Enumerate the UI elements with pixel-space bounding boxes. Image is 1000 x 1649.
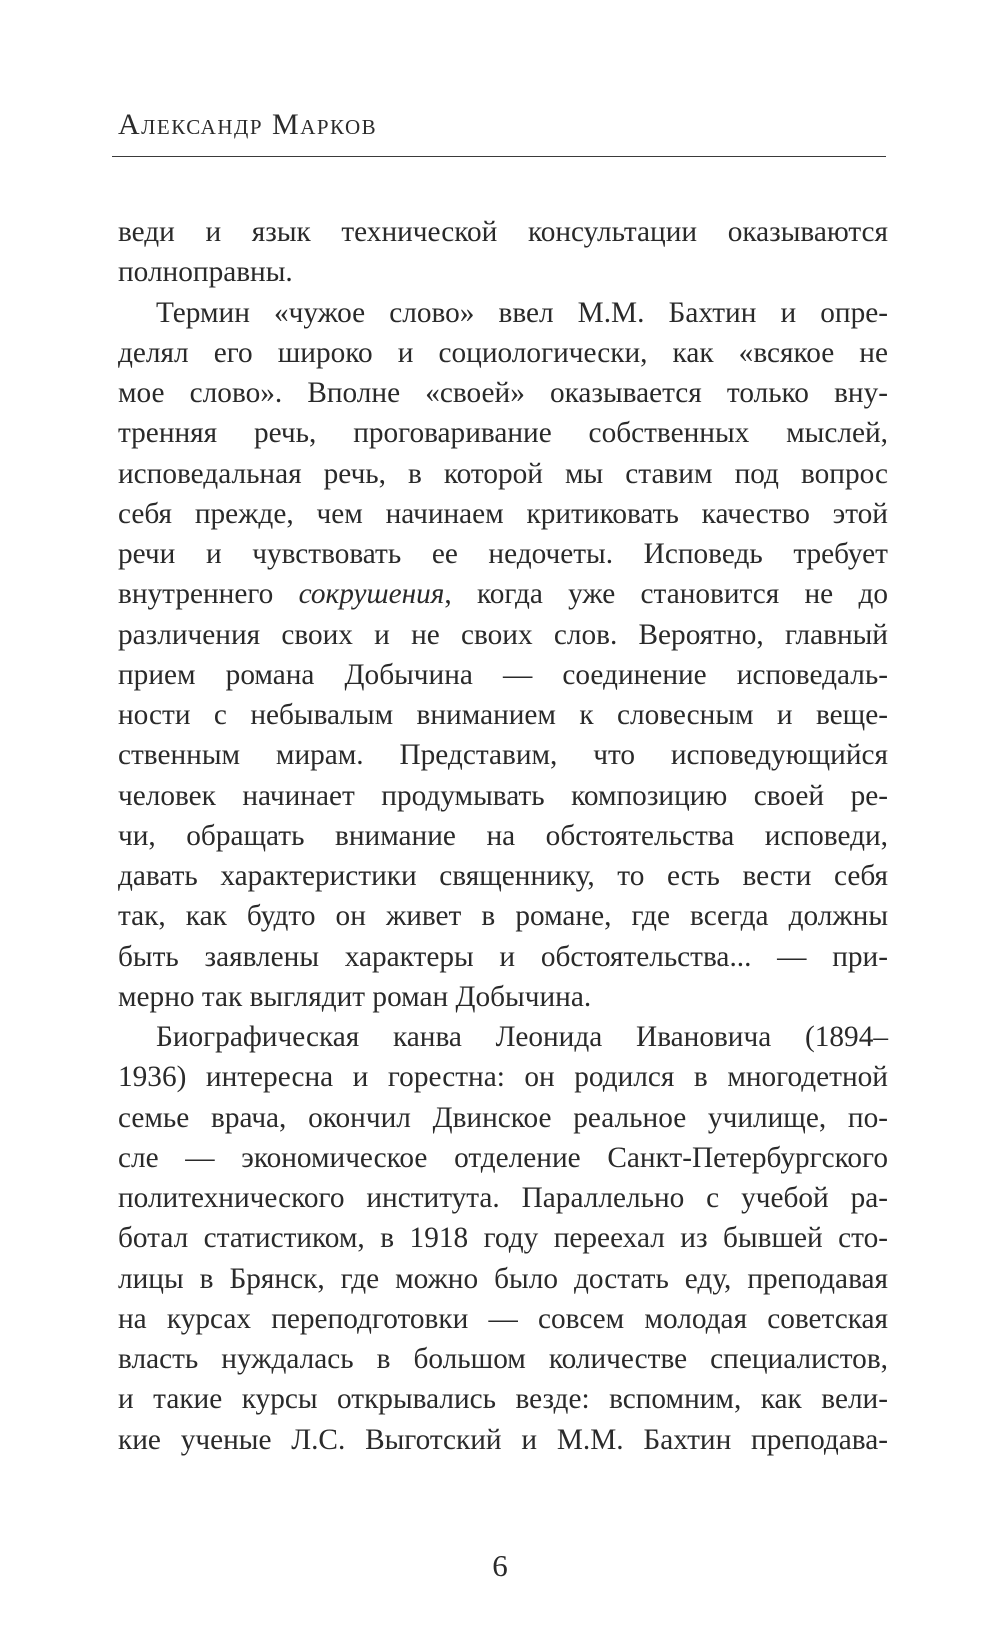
text-line: ботал статистиком, в 1918 году переехал из бывшей сто- [118,1222,888,1255]
text-line: быть заявлены характеры и обстоятельства... — при- [118,940,888,973]
emphasized-word: сокрушения [298,578,445,611]
text-line: власть нуждалась в большом количестве специалистов, [118,1343,888,1375]
running-head-author: Александр Марков [118,108,378,141]
text-line: кие ученые Л.С. Выготский и М.М. Бахтин преподава- [118,1423,888,1456]
text-line: веди и язык технической консультации оказываются [118,216,888,248]
text-line: Термин «чужое слово» ввел М.М. Бахтин и опре- [156,296,888,329]
text-line: чи, обращать внимание на обстоятельства исповеди, [118,819,888,852]
header-rule [112,156,886,157]
body-text [118,212,888,1460]
text-line: тренняя речь, проговаривание собственных мыслей, [118,417,888,450]
text-line: на курсах переподготовки — совсем молодая советская [118,1302,888,1335]
text-line: семье врача, окончил Двинское реальное училище, по- [118,1101,888,1134]
text-line: себя прежде, чем начинаем критиковать качество этой [118,497,888,530]
text-line: различения своих и не своих слов. Вероятно, главный [118,618,888,651]
text-line: сле — экономическое отделение Санкт-Петербургского [118,1141,888,1174]
text-line: мое слово». Вполне «своей» оказывается только вну- [118,377,888,409]
text-line: речи и чувствовать ее недочеты. Исповедь требует [118,538,888,570]
text-line: мерно так выглядит роман Добычина. [118,980,592,1013]
text-line: внутреннего сокрушения, когда уже становится не до [118,578,889,611]
text-line: исповедальная речь, в которой мы ставим под вопрос [118,457,888,490]
text-line: полноправны. [118,256,293,289]
text-line: ственным мирам. Представим, что исповедующийся [118,739,888,772]
text-line: делял его широко и социологически, как «всякое не [118,336,888,369]
text-line: человек начинает продумывать композицию своей ре- [118,779,888,812]
text-line: ности с небывалым вниманием к словесным и веще- [118,699,888,731]
text-line: лицы в Брянск, где можно было достать еду, преподавая [118,1262,888,1295]
text-line: политехнического института. Параллельно с учебой ра- [118,1182,888,1214]
text-line: прием романа Добычина — соединение исповедаль- [118,658,888,691]
text-line: так, как будто он живет в романе, где всегда должны [118,900,888,933]
text-line: и такие курсы открывались везде: вспомним, как вели- [118,1383,888,1416]
text-line: давать характеристики священнику, то есть вести себя [118,860,888,892]
text-line: Биографическая канва Леонида Ивановича (1894– [156,1021,888,1053]
text-line: 1936) интересна и горестна: он родился в многодетной [118,1061,888,1094]
page-number: 6 [492,1548,508,1583]
